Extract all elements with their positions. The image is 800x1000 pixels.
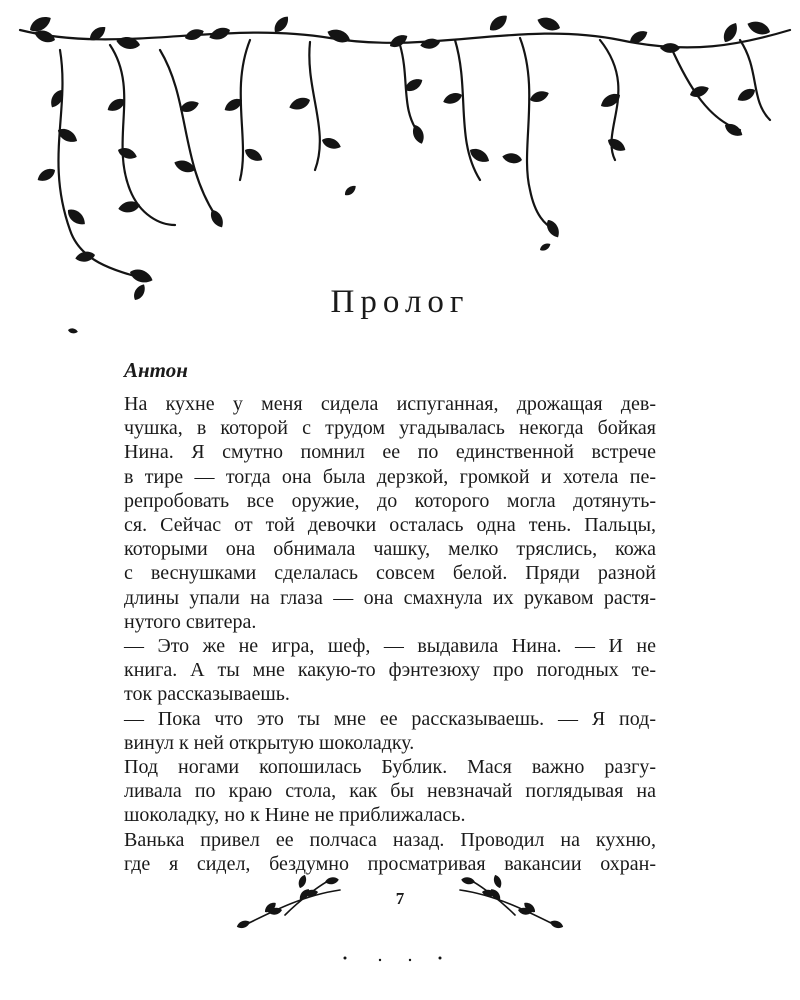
text-line: репробовать все оружие, до которого могла дотянуть- [124, 489, 656, 512]
text-line: чушка, в которой с трудом угадывалась некогда бойкая [124, 417, 656, 440]
body-text [124, 392, 656, 876]
text-line: ся. Сейчас от той девочки осталась одна тень. Пальцы, [124, 514, 656, 537]
text-line: нутого свитера. [124, 610, 257, 633]
vine-ornament-bottom [0, 870, 800, 970]
text-line: с веснушками сделалась совсем белой. Пряди разной [124, 562, 656, 585]
text-line: шоколадку, но к Нине не приближалась. [124, 804, 466, 827]
section-heading: Антон [124, 358, 188, 382]
text-line: Ванька привел ее полчаса назад. Проводил на кухню, [124, 828, 656, 851]
text-line: На кухне у меня сидела испуганная, дрожащая дев- [124, 393, 656, 415]
chapter-title: Пролог [330, 284, 470, 321]
text-line: книга. А ты мне какую-то фэнтезюху про погодных те- [124, 659, 656, 682]
text-line: длины упали на глаза — она смахнула их рукавом растя- [124, 586, 656, 609]
text-line: — Это же не игра, шеф, — выдавила Нина. — И не [124, 635, 656, 658]
text-line: Под ногами копошилась Бублик. Мася важно разгу- [124, 756, 656, 779]
text-line: — Пока что это ты мне ее рассказываешь. — Я под- [124, 707, 656, 730]
text-line: которыми она обнимала чашку, мелко тряслись, кожа [124, 538, 656, 561]
text-line: где я сидел, бездумно просматривая вакансии охран- [124, 852, 656, 875]
text-line: в тире — тогда она была дерзкой, громкой и хотела пе- [124, 465, 656, 488]
text-line: Нина. Я смутно помнил ее по единственной встрече [124, 441, 656, 464]
text-line: винул к ней открытую шоколадку. [124, 731, 415, 754]
page-number: 7 [395, 889, 405, 908]
text-line: ток рассказываешь. [124, 683, 290, 706]
text-line: ливала по краю стола, как бы невзначай поглядывая на [124, 780, 656, 803]
